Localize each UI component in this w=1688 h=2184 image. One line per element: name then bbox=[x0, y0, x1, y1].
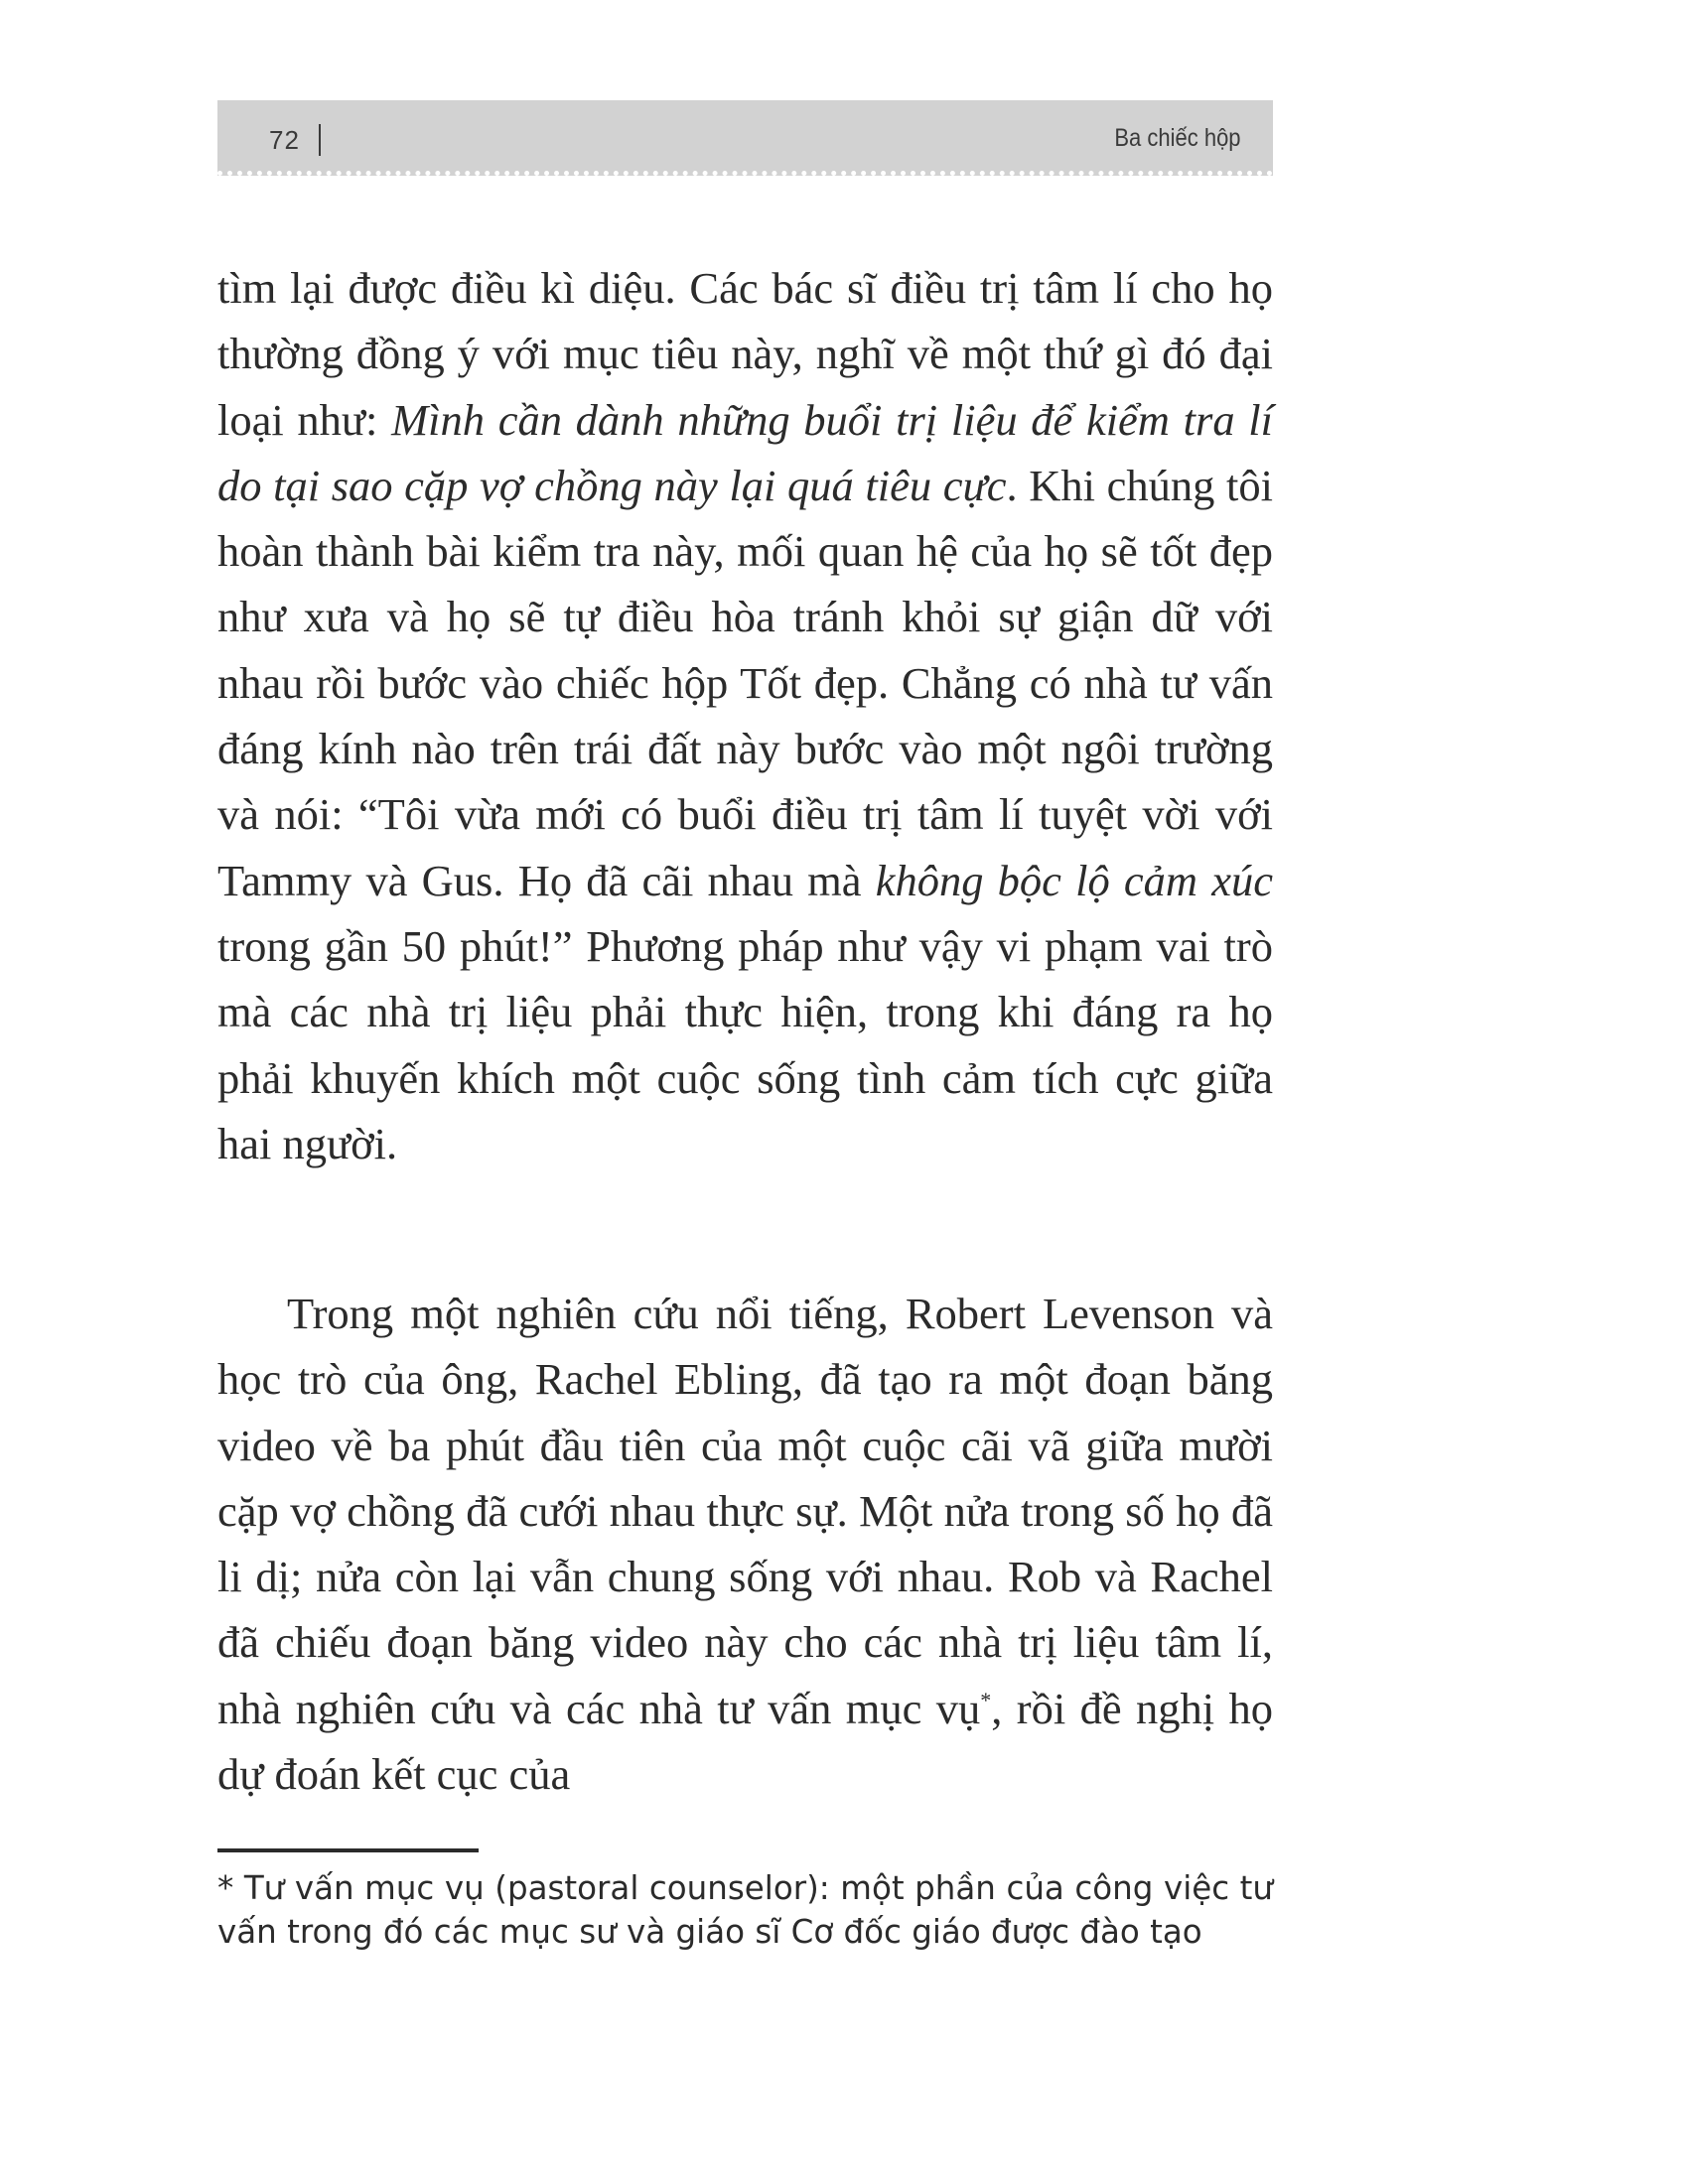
footnote-rule bbox=[217, 1848, 479, 1852]
paragraph-1-italic-b: không bộc lộ cảm xúc bbox=[875, 855, 1273, 905]
paragraph-1-text-c: trong gần 50 phút!” Phương pháp như vậy vi phạm vai trò mà các nhà trị liệu phải thực hiện, trong khi đáng ra họ phải khuyến khích một cuộc sống tình cảm tích cực giữa hai người. bbox=[217, 920, 1273, 1168]
page-number: 72 bbox=[269, 125, 300, 155]
header-divider bbox=[319, 124, 321, 156]
paragraph-1 bbox=[217, 255, 1273, 1176]
footnote: * Tư vấn mục vụ (pastoral counselor): một phần của công việc tư vấn trong đó các mục sư và giáo sĩ Cơ đốc giáo được đào tạo bbox=[217, 1869, 1273, 1951]
paragraph-1-text-b: . Khi chúng tôi hoàn thành bài kiểm tra này, mối quan hệ của họ sẽ tốt đẹp như xưa và họ sẽ tự điều hòa tránh khỏi sự giận dữ với nhau rồi bước vào chiếc hộp Tốt đẹp. Chẳng có nhà tư vấn đáng kính nào trên trái đất này bước vào một ngôi trường và nói: “Tôi vừa mới có buổi điều trị tâm lí tuyệt vời với Tammy và Gus. Họ đã cãi nhau mà bbox=[217, 460, 1273, 905]
paragraph-1-italic-a: Mình cần dành những buổi trị liệu để kiểm tra lí do tại sao cặp vợ chồng này lại quá tiêu cực bbox=[217, 394, 1273, 510]
running-title: Ba chiếc hộp bbox=[1114, 124, 1241, 152]
running-header bbox=[217, 100, 1273, 176]
paragraph-1-text-a: tìm lại được điều kì diệu. Các bác sĩ điều trị tâm lí cho họ thường đồng ý với mục tiêu này, nghĩ về một thứ gì đó đại loại như: bbox=[217, 263, 1273, 445]
paragraph-2 bbox=[217, 1281, 1273, 1807]
footnote-marker: * bbox=[980, 1687, 992, 1712]
paragraph-2-text-b: , rồi đề nghị họ dự đoán kết cục của bbox=[217, 1683, 1273, 1800]
paragraph-2-text-a: Trong một nghiên cứu nổi tiếng, Robert Levenson và học trò của ông, Rachel Ebling, đã tạo ra một đoạn băng video về ba phút đầu tiên của một cuộc cãi vã giữa mười cặp vợ chồng đã cưới nhau thực sự. Một nửa trong số họ đã li dị; nửa còn lại vẫn chung sống với nhau. Rob và Rachel đã chiếu đoạn băng video này cho các nhà trị liệu tâm lí, nhà nghiên cứu và các nhà tư vấn mục vụ bbox=[217, 1289, 1273, 1733]
